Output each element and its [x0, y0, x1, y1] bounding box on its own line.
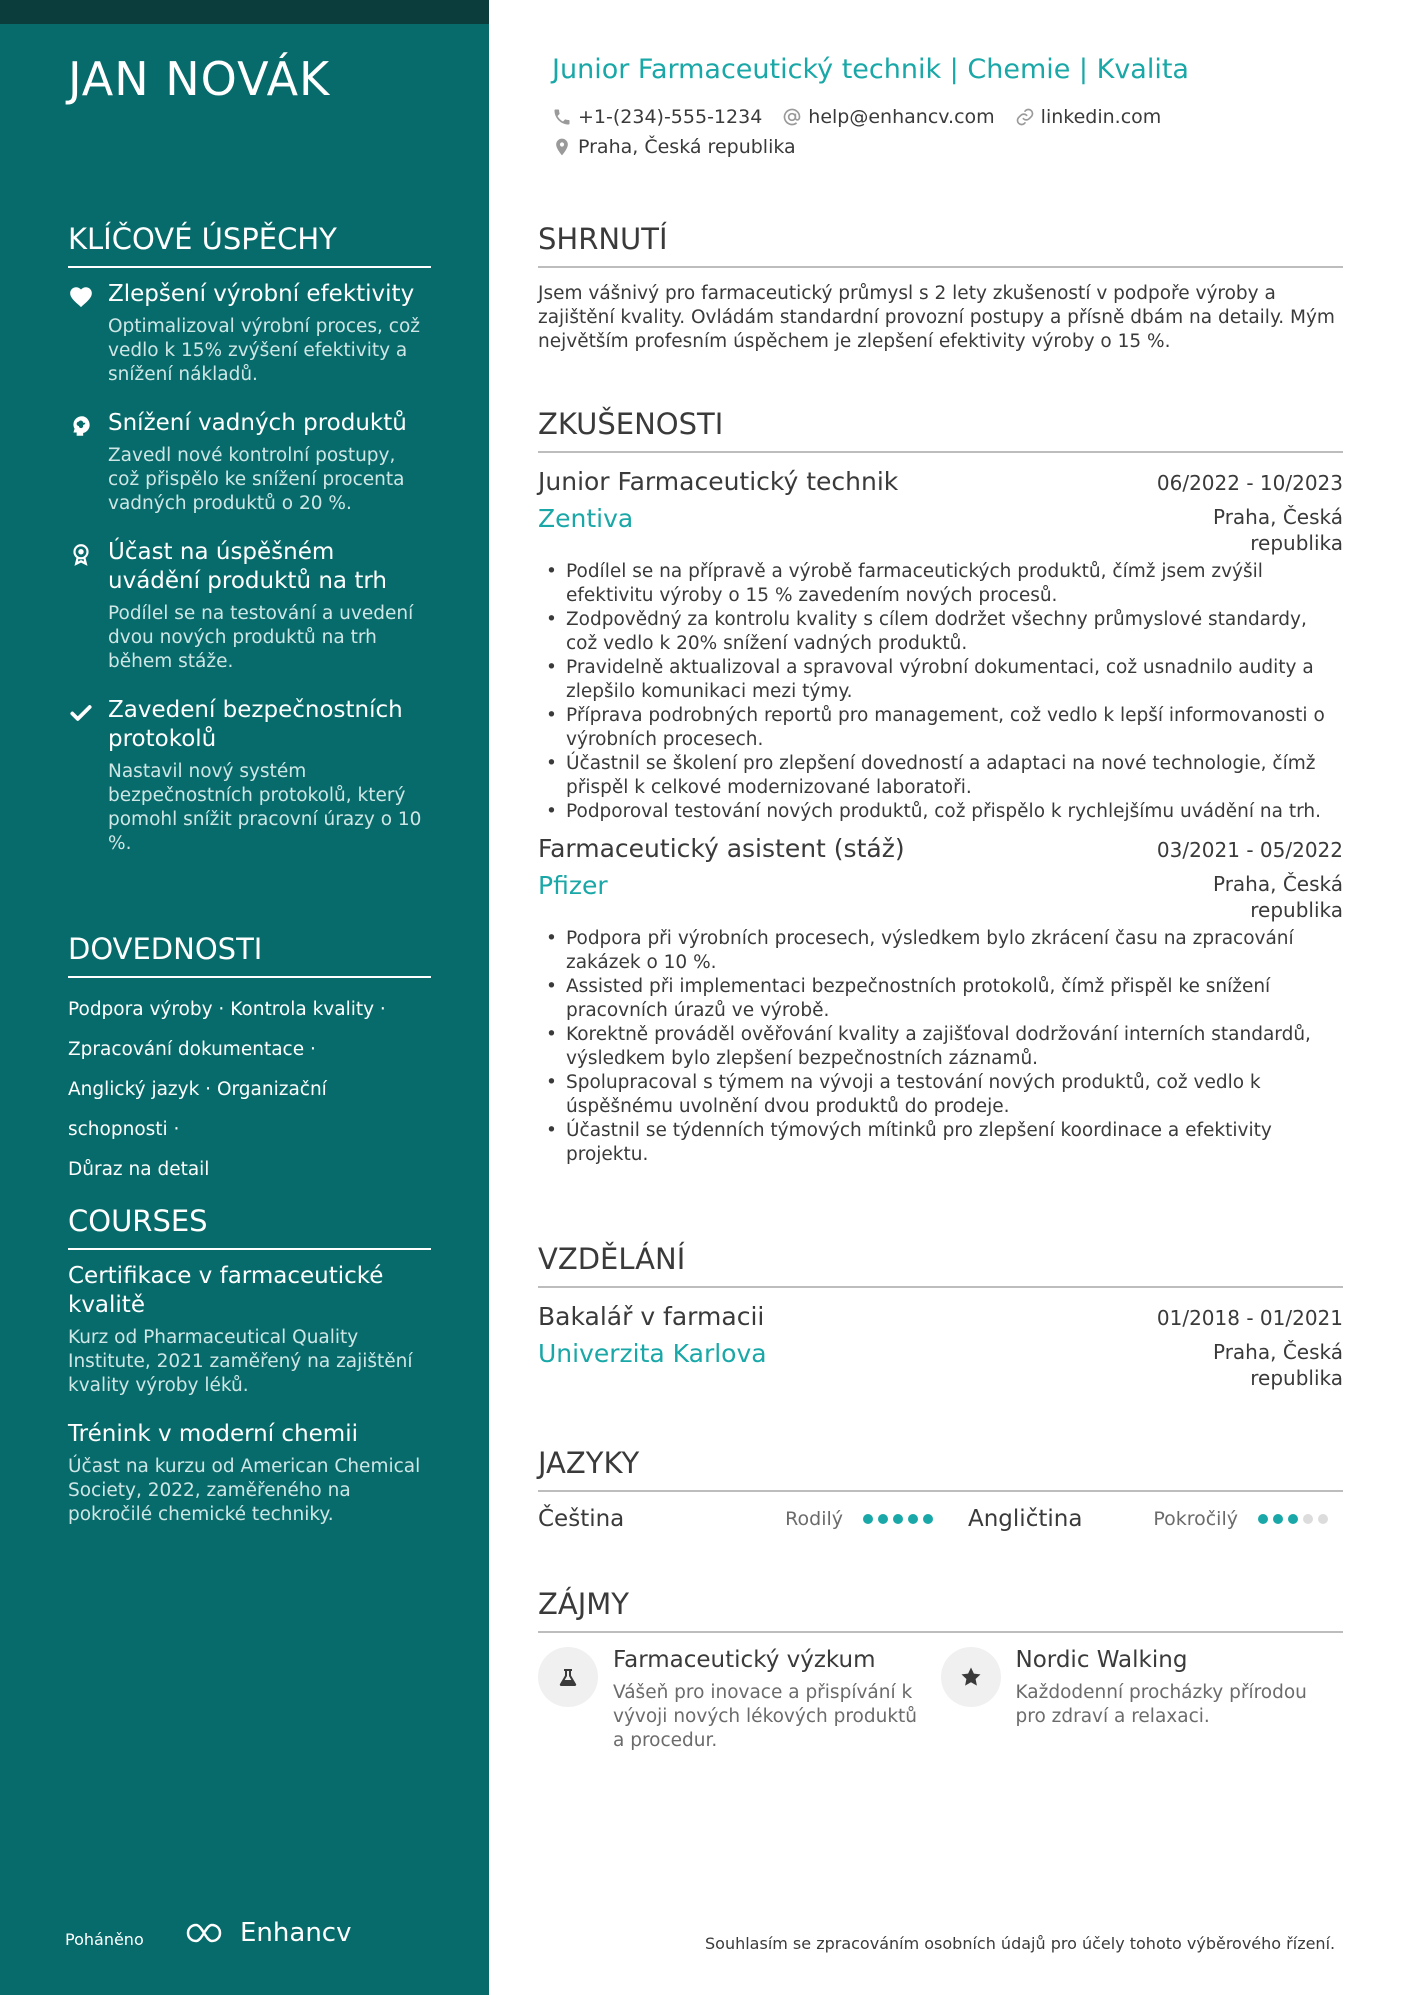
job-bullet: • Účastnil se týdenních týmových mítinků pro zlepšení koordinace a efektivity projektu. [538, 1119, 1343, 1167]
proficiency-dot [1318, 1514, 1328, 1524]
job-bullet: • Podílel se na přípravě a výrobě farmaceutických produktů, čímž jsem zvýšil efektivitu výroby o 15 % zavedením nových procesů. [538, 560, 1343, 608]
course-desc: Účast na kurzu od American Chemical Society, 2022, zaměřeného na pokročilé chemické techniky. [68, 1456, 421, 1525]
location-pin-icon [552, 137, 572, 157]
job-title: Junior Farmaceutický technik [538, 467, 899, 496]
job-entry [538, 834, 1343, 1167]
proficiency-dot [1288, 1514, 1298, 1524]
achievement-title: Snížení vadných produktů [108, 410, 407, 436]
star-icon [941, 1647, 1001, 1707]
degree-title: Bakalář v farmacii [538, 1302, 765, 1331]
course-title: Certifikace v farmaceutické kvalitě [68, 1263, 384, 1318]
job-location: Praha, Česká republika [1212, 872, 1343, 922]
skills-line: Podpora výroby · Kontrola kvality · [68, 999, 386, 1020]
proficiency-dot [1273, 1514, 1283, 1524]
interest-desc: Vášeň pro inovace a přispívání k vývoji nových lékových produktů a procedur. [613, 1682, 918, 1751]
job-date: 06/2022 - 10/2023 [1156, 471, 1343, 495]
linkedin-contact[interactable] [1015, 106, 1162, 128]
achievements-section [68, 222, 431, 878]
languages-row [538, 1506, 1343, 1532]
languages-section [538, 1446, 1343, 1532]
interests-list [538, 1647, 1343, 1753]
achievement-item [68, 538, 431, 674]
school-name: Univerzita Karlova [538, 1339, 767, 1368]
contact-row-2 [552, 136, 816, 158]
experience-heading: ZKUŠENOSTI [538, 407, 1343, 453]
job-date: 03/2021 - 05/2022 [1156, 838, 1343, 862]
achievement-desc: Nastavil nový systém bezpečnostních protokolů, který pomohl snížit pracovní úrazy o 10 %. [108, 761, 422, 854]
sidebar-top-bar [0, 0, 489, 24]
job-bullet: • Účastnil se školení pro zlepšení dovedností a adaptaci na nové technologie, čímž přispěl k celkové modernizované laboratoři. [538, 752, 1343, 800]
courses-section [68, 1204, 431, 1549]
award-icon [68, 538, 108, 674]
language-level: Rodilý [785, 1508, 843, 1530]
interest-desc: Každodenní procházky přírodou pro zdraví a relaxaci. [1015, 1682, 1307, 1727]
achievements-heading: KLÍČOVÉ ÚSPĚCHY [68, 222, 431, 268]
proficiency-dot [1303, 1514, 1313, 1524]
proficiency-dot [863, 1514, 873, 1524]
sidebar [0, 0, 489, 1995]
proficiency-dot [893, 1514, 903, 1524]
language-level: Pokročilý [1153, 1508, 1238, 1530]
powered-by-label: Poháněno [65, 1930, 144, 1949]
proficiency-dot [923, 1514, 933, 1524]
phone-icon [552, 107, 572, 127]
job-bullet: • Podporoval testování nových produktů, což přispělo k rychlejšímu uvádění na trh. [538, 800, 1343, 824]
brand-name: Enhancv [240, 1918, 352, 1948]
proficiency-dot [1258, 1514, 1268, 1524]
link-icon [1015, 107, 1035, 127]
skills-list [68, 990, 431, 1190]
job-bullet: • Spolupracoval s týmem na vývoji a testování nových produktů, což vedlo k úspěšnému uvolnění dvou produktů do prodeje. [538, 1071, 1343, 1119]
job-location: Praha, Česká republika [1212, 505, 1343, 555]
job-bullet: • Příprava podrobných reportů pro management, což vedlo k lepší informovanosti o výrobních procesech. [538, 704, 1343, 752]
education-entry [538, 1302, 1343, 1391]
language-item [968, 1506, 1343, 1532]
contact-row [552, 106, 1181, 128]
achievement-title: Účast na úspěšném uvádění produktů na trh [108, 539, 387, 594]
interests-heading: ZÁJMY [538, 1587, 1343, 1633]
at-icon [782, 107, 802, 127]
course-title: Trénink v moderní chemii [68, 1421, 358, 1447]
course-desc: Kurz od Pharmaceutical Quality Institute, 2021 zaměřený na zajištění kvality výroby léků. [68, 1327, 413, 1396]
education-section [538, 1242, 1343, 1401]
phone-text: +1-(234)-555-1234 [578, 106, 763, 128]
education-location: Praha, Česká republika [1212, 1340, 1343, 1390]
achievement-item [68, 409, 431, 516]
course-item [68, 1420, 431, 1527]
achievement-title: Zavedení bezpečnostních protokolů [108, 697, 403, 752]
languages-heading: JAZYKY [538, 1446, 1343, 1492]
language-item [538, 1506, 968, 1532]
job-bullets [538, 560, 1343, 824]
experience-section [538, 407, 1343, 1177]
job-entry [538, 467, 1343, 824]
email-text: help@enhancv.com [808, 106, 995, 128]
interest-item [941, 1647, 1344, 1753]
skills-heading: DOVEDNOSTI [68, 932, 431, 978]
head-brain-icon [68, 409, 108, 516]
infinity-logo-icon [184, 1920, 230, 1946]
job-company: Pfizer [538, 871, 608, 900]
interest-title: Nordic Walking [1015, 1647, 1188, 1673]
summary-section [538, 222, 1343, 354]
skills-section [68, 932, 431, 1190]
language-name: Angličtina [968, 1506, 1083, 1532]
phone-contact[interactable] [552, 106, 762, 128]
skills-line: Důraz na detail [68, 1159, 210, 1180]
achievement-desc: Zavedl nové kontrolní postupy, což přispělo ke snížení procenta vadných produktů o 20 %. [108, 445, 405, 514]
heart-icon [68, 280, 108, 387]
headline: Junior Farmaceutický technik | Chemie | Kvalita [552, 54, 1189, 85]
location-contact [552, 136, 796, 158]
linkedin-text: linkedin.com [1040, 106, 1162, 128]
course-item [68, 1262, 431, 1398]
email-contact[interactable] [782, 106, 994, 128]
language-name: Čeština [538, 1506, 625, 1532]
flask-icon [538, 1647, 598, 1707]
achievement-item [68, 696, 431, 856]
summary-heading: SHRNUTÍ [538, 222, 1343, 268]
achievement-desc: Optimalizoval výrobní proces, což vedlo k 15% zvýšení efektivity a snížení nákladů. [108, 316, 420, 385]
job-title: Farmaceutický asistent (stáž) [538, 834, 905, 863]
skills-line: Anglický jazyk · Organizační schopnosti · [68, 1079, 327, 1140]
achievement-title: Zlepšení výrobní efektivity [108, 281, 415, 307]
job-bullets [538, 927, 1343, 1167]
consent-text: Souhlasím se zpracováním osobních údajů pro účely tohoto výběrového řízení. [705, 1934, 1336, 1953]
education-heading: VZDĚLÁNÍ [538, 1242, 1343, 1288]
candidate-name: JAN NOVÁK [68, 52, 331, 106]
proficiency-dots [1258, 1514, 1328, 1524]
brand-logo[interactable] [184, 1918, 351, 1948]
job-bullet: • Korektně prováděl ověřování kvality a zajišťoval dodržování interních standardů, výsledkem bylo zlepšení bezpečnostních záznamů. [538, 1023, 1343, 1071]
job-bullet: • Zodpovědný za kontrolu kvality s cílem dodržet všechny průmyslové standardy, což vedlo k 20% snížení vadných produktů. [538, 608, 1343, 656]
job-bullet: • Podpora při výrobních procesech, výsledkem bylo zkrácení času na zpracování zakázek o 10 %. [538, 927, 1343, 975]
proficiency-dots [863, 1514, 933, 1524]
proficiency-dot [908, 1514, 918, 1524]
courses-heading: COURSES [68, 1204, 431, 1250]
achievement-item [68, 280, 431, 387]
location-text: Praha, Česká republika [578, 136, 796, 158]
job-bullet: • Pravidelně aktualizoval a spravoval výrobní dokumentaci, což usnadnilo audity a zlepšilo komunikaci mezi týmy. [538, 656, 1343, 704]
achievement-desc: Podílel se na testování a uvedení dvou nových produktů na trh během stáže. [108, 603, 414, 672]
check-icon [68, 696, 108, 856]
interest-item [538, 1647, 941, 1753]
skills-line: Zpracování dokumentace · [68, 1039, 316, 1060]
summary-text: Jsem vášnivý pro farmaceutický průmysl s 2 lety zkušeností v podpoře výroby a zajištění kvality. Ovládám standardní provozní postupy a přísně dbám na detaily. Mým největším profesním úspěchem je zlepšení efektivity výroby o 15 %. [538, 283, 1335, 352]
interests-section [538, 1587, 1343, 1753]
job-bullet: • Assisted při implementaci bezpečnostních protokolů, čímž přispěl ke snížení pracovních úrazů ve výrobě. [538, 975, 1343, 1023]
job-company: Zentiva [538, 504, 634, 533]
proficiency-dot [878, 1514, 888, 1524]
education-date: 01/2018 - 01/2021 [1156, 1306, 1343, 1330]
interest-title: Farmaceutický výzkum [613, 1647, 876, 1673]
